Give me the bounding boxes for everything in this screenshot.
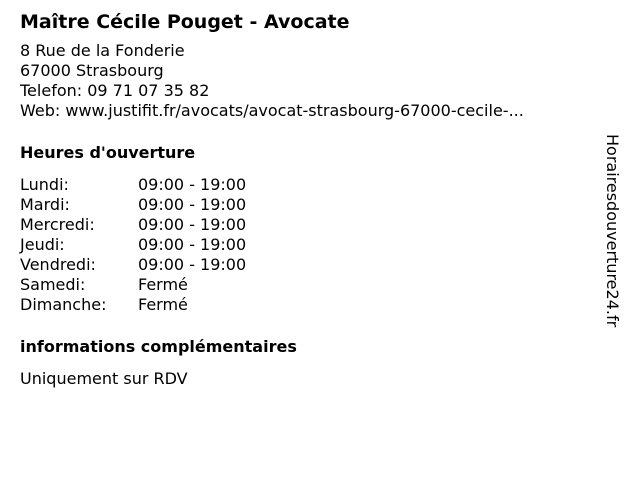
hours-time: 09:00 - 19:00 <box>138 175 247 194</box>
business-card <box>20 10 600 389</box>
phone-value[interactable]: 09 71 07 35 82 <box>87 81 210 100</box>
hours-day: Mardi: <box>20 195 70 214</box>
hours-row-saturday <box>20 275 600 295</box>
web-link[interactable]: www.justifit.fr/avocats/avocat-strasbourg-67000-cecile-... <box>65 101 524 120</box>
additional-info-text: Uniquement sur RDV <box>20 369 188 388</box>
additional-info-heading: informations complémentaires <box>20 337 297 356</box>
hours-day: Jeudi: <box>20 235 65 254</box>
hours-time: Fermé <box>138 295 188 314</box>
hours-time: 09:00 - 19:00 <box>138 235 247 254</box>
phone-line <box>20 81 600 101</box>
hours-day: Vendredi: <box>20 255 96 274</box>
hours-day: Dimanche: <box>20 295 107 314</box>
opening-hours-list <box>20 175 600 315</box>
hours-time: Fermé <box>138 275 188 294</box>
hours-day: Samedi: <box>20 275 86 294</box>
hours-row-wednesday <box>20 215 600 235</box>
hours-row-friday <box>20 255 600 275</box>
hours-time: 09:00 - 19:00 <box>138 195 247 214</box>
business-title: Maître Cécile Pouget - Avocate <box>20 11 350 33</box>
hours-day: Lundi: <box>20 175 69 194</box>
web-label: Web: <box>20 101 61 120</box>
hours-row-sunday <box>20 295 600 315</box>
address-line-2: 67000 Strasbourg <box>20 61 164 80</box>
hours-day: Mercredi: <box>20 215 95 234</box>
web-line <box>20 101 600 121</box>
opening-hours-heading: Heures d'ouverture <box>20 143 196 162</box>
hours-row-thursday <box>20 235 600 255</box>
address-line-1: 8 Rue de la Fonderie <box>20 41 185 60</box>
hours-time: 09:00 - 19:00 <box>138 215 247 234</box>
phone-label: Telefon: <box>20 81 83 100</box>
hours-row-tuesday <box>20 195 600 215</box>
hours-time: 09:00 - 19:00 <box>138 255 247 274</box>
hours-row-monday <box>20 175 600 195</box>
site-brand-vertical: Horairesdouverture24.fr <box>603 134 622 328</box>
